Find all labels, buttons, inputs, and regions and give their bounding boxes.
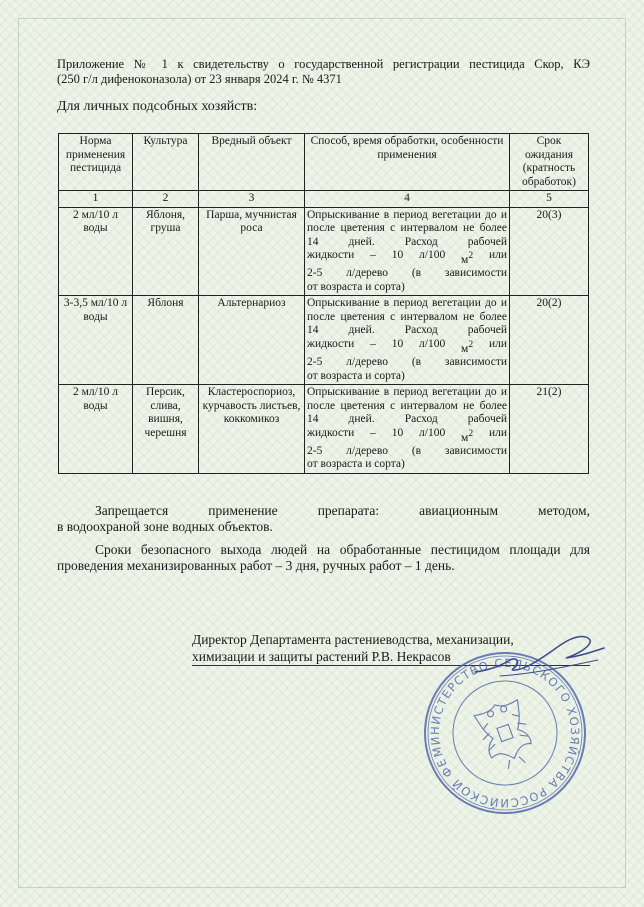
table-row (59, 207, 589, 296)
cell-pest: Кластероспориоз, курчавость листьев, коккомикоз (199, 385, 305, 474)
application-table (58, 133, 589, 474)
col-number: 2 (133, 191, 199, 208)
cell-crop: Яблоня, груша (133, 207, 199, 296)
method-word: л/дерево (346, 356, 389, 369)
header-crop: Культура (133, 134, 199, 191)
method-word: л/100 (419, 337, 446, 350)
method-line (307, 267, 507, 281)
method-word: зависимости (444, 267, 507, 280)
method-line (307, 356, 507, 370)
method-word: жидкости (307, 426, 355, 439)
method-word: (в (411, 444, 422, 457)
cell-rate: 2 мл/10 л воды (59, 385, 133, 474)
header-pest: Вредный объект (199, 134, 305, 191)
paragraph-word: авиационным (419, 503, 498, 518)
section-subtitle: Для личных подсобных хозяйств: (57, 99, 258, 114)
cell-method (305, 385, 510, 474)
method-word: зависимости (444, 356, 507, 369)
cell-wait: 20(3) (510, 207, 589, 296)
method-text: от возраста и сорта) (307, 369, 405, 382)
signature-title: Директор Департамента растениеводства, механизации, (192, 632, 514, 647)
paragraph-word: методом, (538, 503, 590, 518)
superscript: 2 (468, 338, 474, 350)
method-word: 10 (391, 426, 404, 439)
method-text: от возраста и сорта) (307, 280, 405, 293)
cell-method (305, 296, 510, 385)
method-line (307, 249, 507, 267)
unit-text: м (461, 431, 469, 444)
method-word: зависимости (444, 444, 507, 457)
header-line-2: (250 г/л дифеноконазола) от 23 января 2024 г. № 4371 (57, 72, 342, 86)
cell-pest: Альтернариоз (199, 296, 305, 385)
paragraph-word: Запрещается (95, 503, 169, 518)
method-word: л/дерево (346, 444, 389, 457)
method-word: – (370, 426, 376, 439)
method-word (461, 249, 473, 267)
paragraph-word: применение (208, 503, 278, 518)
col-number: 1 (59, 191, 133, 208)
method-word: 10 (391, 337, 404, 350)
method-word: или (488, 337, 507, 350)
method-word: 2-5 (307, 356, 323, 369)
method-word: л/100 (419, 426, 446, 439)
header-method: Способ, время обработки, особенности применения (305, 134, 510, 191)
superscript: 2 (468, 427, 474, 439)
unit-text: м (461, 342, 469, 355)
cell-crop: Яблоня (133, 296, 199, 385)
method-text: Опрыскивание в период вегетации до и после цветения с интервалом не более 14 дней. Расход рабочей (307, 386, 507, 426)
cell-rate: 2 мл/10 л воды (59, 207, 133, 296)
header-wait: Срок ожидания (кратность обработок) (510, 134, 589, 191)
col-number: 4 (305, 191, 510, 208)
cell-wait: 20(2) (510, 296, 589, 385)
header-rate: Норма применения пестицида (59, 134, 133, 191)
handwritten-signature (470, 630, 610, 690)
method-line (307, 427, 507, 445)
stamp-text: МИНИСТЕРСТВО СЕЛЬСКОГО ХОЗЯЙСТВА РОССИЙСКОЙ ФЕДЕРАЦИИ (427, 655, 583, 811)
cell-wait: 21(2) (510, 385, 589, 474)
table-row (59, 296, 589, 385)
method-word (461, 338, 473, 356)
table-number-row (59, 191, 589, 208)
col-number: 5 (510, 191, 589, 208)
method-word: 10 (391, 249, 404, 261)
safety-paragraph: Сроки безопасного выхода людей на обработанные пестицидом площади для проведения механизированных работ – 3 дня, ручных работ – 1 день. (57, 542, 590, 573)
table-row (59, 385, 589, 474)
cell-crop: Персик, слива, вишня, черешня (133, 385, 199, 474)
method-word: – (370, 249, 376, 261)
cell-rate: 3-3,5 мл/10 л воды (59, 296, 133, 385)
superscript: 2 (468, 250, 474, 261)
table-header-row (59, 134, 589, 191)
method-text: Опрыскивание в период вегетации до и после цветения с интервалом не более 14 дней. Расход рабочей (307, 297, 507, 337)
cell-pest: Парша, мучнистая роса (199, 207, 305, 296)
method-word: жидкости (307, 337, 355, 350)
prohibition-line-1 (57, 503, 590, 519)
method-word: 2-5 (307, 444, 323, 457)
col-number: 3 (199, 191, 305, 208)
document-header (57, 57, 590, 87)
method-line (307, 338, 507, 356)
method-word: 2-5 (307, 267, 323, 280)
signature-name: химизации и защиты растений Р.В. Некрасов (192, 649, 451, 664)
eagle-emblem-icon (473, 697, 538, 774)
header-line-1: Приложение № 1 к свидетельству о государственной регистрации пестицида Скор, КЭ (57, 57, 590, 71)
prohibition-line-2: в водоохраной зоне водных объектов. (57, 519, 273, 534)
method-word: л/100 (419, 249, 446, 261)
method-text: Опрыскивание в период вегетации до и после цветения с интервалом не более 14 дней. Расход рабочей (307, 208, 507, 248)
method-word: или (488, 249, 507, 261)
prohibition-paragraph (57, 503, 590, 535)
method-word: (в (411, 356, 422, 369)
method-word: жидкости (307, 249, 355, 261)
method-word: л/дерево (346, 267, 389, 280)
unit-text: м (461, 253, 469, 266)
method-line (307, 445, 507, 459)
method-word: – (370, 337, 376, 350)
method-word (461, 427, 473, 445)
cell-method (305, 207, 510, 296)
paragraph-word: препарата: (317, 503, 380, 518)
method-word: (в (411, 267, 422, 280)
method-word: или (488, 426, 507, 439)
method-text: от возраста и сорта) (307, 458, 405, 471)
